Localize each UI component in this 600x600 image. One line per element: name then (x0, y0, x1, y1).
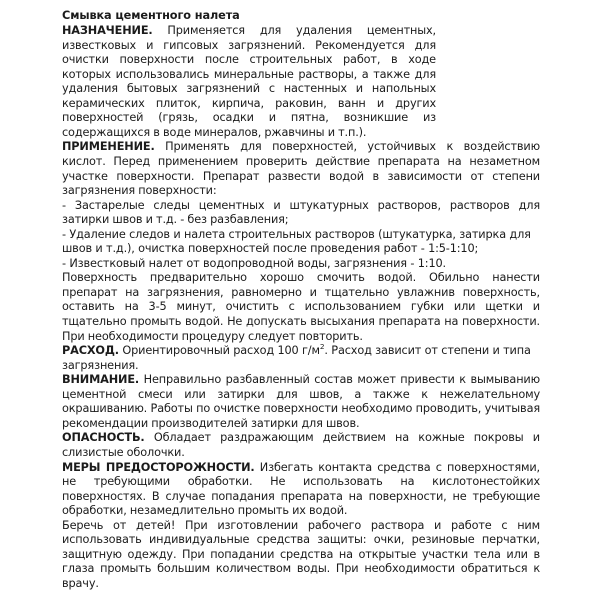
section-primenenie (62, 140, 540, 198)
section-body-beregch-ot-detey: Беречь от детей! При изготовлении рабочего раствора и работе с ним использовать индивидуальные средства защиты: очки, резиновые перчатки, защитную одежду. При попадании средства на открытые участки тела или в глаза промыть большим количеством воды. При необходимости обратиться к врачу. (62, 518, 540, 590)
dilution-bullet-2-text: - Удаление следов и налета строительных растворов (штукатурка, затирка для швов и т.д.), очистка поверхностей после проведения работ - 1:5-1:10; (62, 227, 531, 256)
dilution-bullet-2 (62, 228, 540, 257)
section-body-rashod-post: . Расход зависит от степени и типа загрязнения. (62, 344, 531, 372)
dilution-bullet-3-text: - Известковый налет от водопроводной воды, загрязнения - 1:10. (62, 256, 446, 270)
section-body-opasnost: Обладает раздражающим действием на кожные покровы и слизистые оболочки. (62, 431, 540, 459)
dilution-bullet-1 (62, 199, 540, 228)
dilution-bullet-3 (62, 257, 540, 272)
section-body-primenenie: Применять для поверхностей, устойчивых к воздействию кислот. Перед применением проверить действие препарата на незаметном участке поверхности. Препарат развести водой в зависимости от степени загрязнения поверхности: (62, 140, 540, 198)
section-opasnost (62, 431, 540, 460)
section-body-procedure: Поверхность предварительно хорошо смочить водой. Обильно нанести препарат на загрязнения, равномерно и тщательно увлажнив поверхность, оставить на 3-5 минут, очистить с использованием губки или щетки и тщательно промыть водой. Не допускать высыхания препарата на поверхности. При необходимости процедуру следует повторить. (62, 271, 540, 343)
section-heading-vnimanie: ВНИМАНИЕ. (62, 373, 140, 387)
section-procedure (62, 271, 540, 344)
section-heading-opasnost: ОПАСНОСТЬ. (62, 431, 145, 445)
section-heading-primenenie: ПРИМЕНЕНИЕ. (62, 140, 155, 154)
product-label-document (62, 9, 540, 591)
dilution-bullet-1-text: - Застарелые следы цементных и штукатурных растворов, растворов для затирки швов и т.д. - без разбавления; (62, 198, 540, 227)
section-heading-rashod: РАСХОД. (62, 344, 119, 358)
section-body-naznachenie: Применяется для удаления цементных, известковых и гипсовых загрязнений. Рекомендуется для очистки поверхности после строительных работ, в ходе которых использовались минеральные растворы, а также для удаления бытовых загрязнений с настенных и напольных керамических плиток, кирпича, раковин, ванн и других поверхностей (грязь, осадки и пятна, возникшие из содержащихся в воде минералов, ржавчины и т.п.). (62, 24, 436, 139)
superscript-square-meter: 2 (319, 342, 325, 352)
section-mery-predostorozhnosti (62, 461, 540, 519)
section-heading-mery-predostorozhnosti: МЕРЫ ПРЕДОСТОРОЖНОСТИ. (62, 460, 255, 474)
section-naznachenie (62, 24, 436, 140)
section-body-mery-predostorozhnosti: Избегать контакта средства с поверхностями, не требующими обработки. Не использовать на кислотонестойких поверхностях. В случае попадания препарата на поверхности, не требующие обработки, незамедлительно промыть их водой. (62, 460, 540, 518)
section-vnimanie (62, 373, 540, 431)
page-title: Смывка цементного налета (62, 9, 240, 22)
section-body-vnimanie: Неправильно разбавленный состав может привести к вымыванию цементной смеси или затирки для швов, а также к нежелательному окрашиванию. Работы по очистке поверхности необходимо проводить, учитывая рекомендации производителей затирки для швов. (62, 373, 540, 430)
section-body-rashod-pre: Ориентировочный расход 100 г/м (122, 344, 320, 358)
section-rashod (62, 344, 540, 373)
section-beregch-ot-detey (62, 519, 540, 592)
section-heading-naznachenie: НАЗНАЧЕНИЕ. (62, 24, 153, 38)
